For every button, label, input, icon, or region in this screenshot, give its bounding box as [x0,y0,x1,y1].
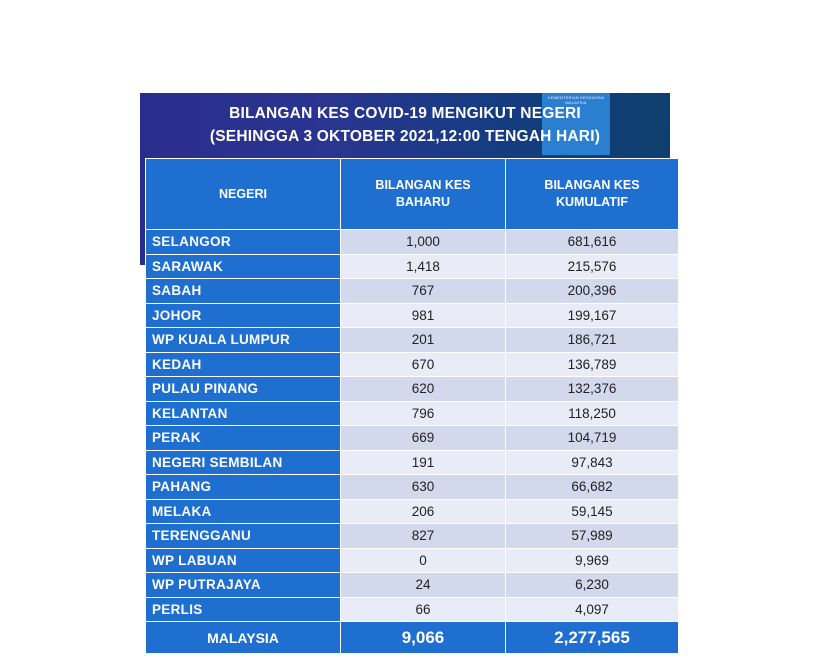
table-row [146,426,679,451]
page-title: BILANGAN KES COVID-19 MENGIKUT NEGERI [229,105,581,122]
state-cell: JOHOR [146,303,341,328]
new-cases-cell: 0 [341,548,506,573]
page-subtitle: (SEHINGGA 3 OKTOBER 2021,12:00 TENGAH HARI) [209,128,601,145]
total-label-cell: MALAYSIA [146,622,341,654]
logo-caption: KEMENTERIAN KESIHATAN MALAYSIA [547,95,605,105]
new-cases-cell: 1,418 [341,254,506,279]
state-cell: KELANTAN [146,401,341,426]
cumulative-cases-cell: 200,396 [506,279,679,304]
state-cell: SABAH [146,279,341,304]
table-header-row [146,159,679,230]
cumulative-cases-cell: 4,097 [506,597,679,622]
state-cell: WP LABUAN [146,548,341,573]
state-cell: TERENGGANU [146,524,341,549]
cases-table [145,158,679,654]
table-row [146,230,679,255]
table-row [146,548,679,573]
cumulative-cases-cell: 66,682 [506,475,679,500]
table-total-row [146,622,679,654]
table-row [146,401,679,426]
cumulative-cases-cell: 199,167 [506,303,679,328]
cumulative-cases-cell: 6,230 [506,573,679,598]
state-cell: NEGERI SEMBILAN [146,450,341,475]
new-cases-cell: 66 [341,597,506,622]
new-cases-cell: 201 [341,328,506,353]
state-cell: KEDAH [146,352,341,377]
state-cell: PERAK [146,426,341,451]
new-cases-cell: 1,000 [341,230,506,255]
cumulative-cases-cell: 681,616 [506,230,679,255]
new-cases-cell: 24 [341,573,506,598]
state-cell: PAHANG [146,475,341,500]
table-row [146,450,679,475]
new-cases-cell: 620 [341,377,506,402]
cumulative-cases-cell: 9,969 [506,548,679,573]
state-cell: WP PUTRAJAYA [146,573,341,598]
cases-table-container [145,158,678,654]
state-cell: WP KUALA LUMPUR [146,328,341,353]
table-body [146,230,679,654]
cumulative-cases-cell: 118,250 [506,401,679,426]
new-cases-cell: 827 [341,524,506,549]
table-row [146,279,679,304]
cumulative-cases-cell: 132,376 [506,377,679,402]
cumulative-cases-cell: 136,789 [506,352,679,377]
cumulative-cases-cell: 59,145 [506,499,679,524]
header-negeri: NEGERI [146,159,341,230]
table-row [146,573,679,598]
state-cell: SARAWAK [146,254,341,279]
table-row [146,524,679,549]
header-cumulative-cases: BILANGAN KES KUMULATIF [506,159,679,230]
total-cumulative-cases-cell: 2,277,565 [506,622,679,654]
new-cases-cell: 981 [341,303,506,328]
table-row [146,499,679,524]
table-row [146,475,679,500]
cumulative-cases-cell: 104,719 [506,426,679,451]
table-row [146,303,679,328]
new-cases-cell: 670 [341,352,506,377]
state-cell: SELANGOR [146,230,341,255]
table-row [146,328,679,353]
new-cases-cell: 630 [341,475,506,500]
state-cell: MELAKA [146,499,341,524]
cumulative-cases-cell: 57,989 [506,524,679,549]
table-row [146,254,679,279]
cumulative-cases-cell: 215,576 [506,254,679,279]
new-cases-cell: 796 [341,401,506,426]
new-cases-cell: 669 [341,426,506,451]
table-row [146,352,679,377]
new-cases-cell: 191 [341,450,506,475]
cumulative-cases-cell: 97,843 [506,450,679,475]
new-cases-cell: 206 [341,499,506,524]
table-row [146,597,679,622]
cumulative-cases-cell: 186,721 [506,328,679,353]
state-cell: PERLIS [146,597,341,622]
header-new-cases: BILANGAN KES BAHARU [341,159,506,230]
state-cell: PULAU PINANG [146,377,341,402]
table-row [146,377,679,402]
total-new-cases-cell: 9,066 [341,622,506,654]
new-cases-cell: 767 [341,279,506,304]
